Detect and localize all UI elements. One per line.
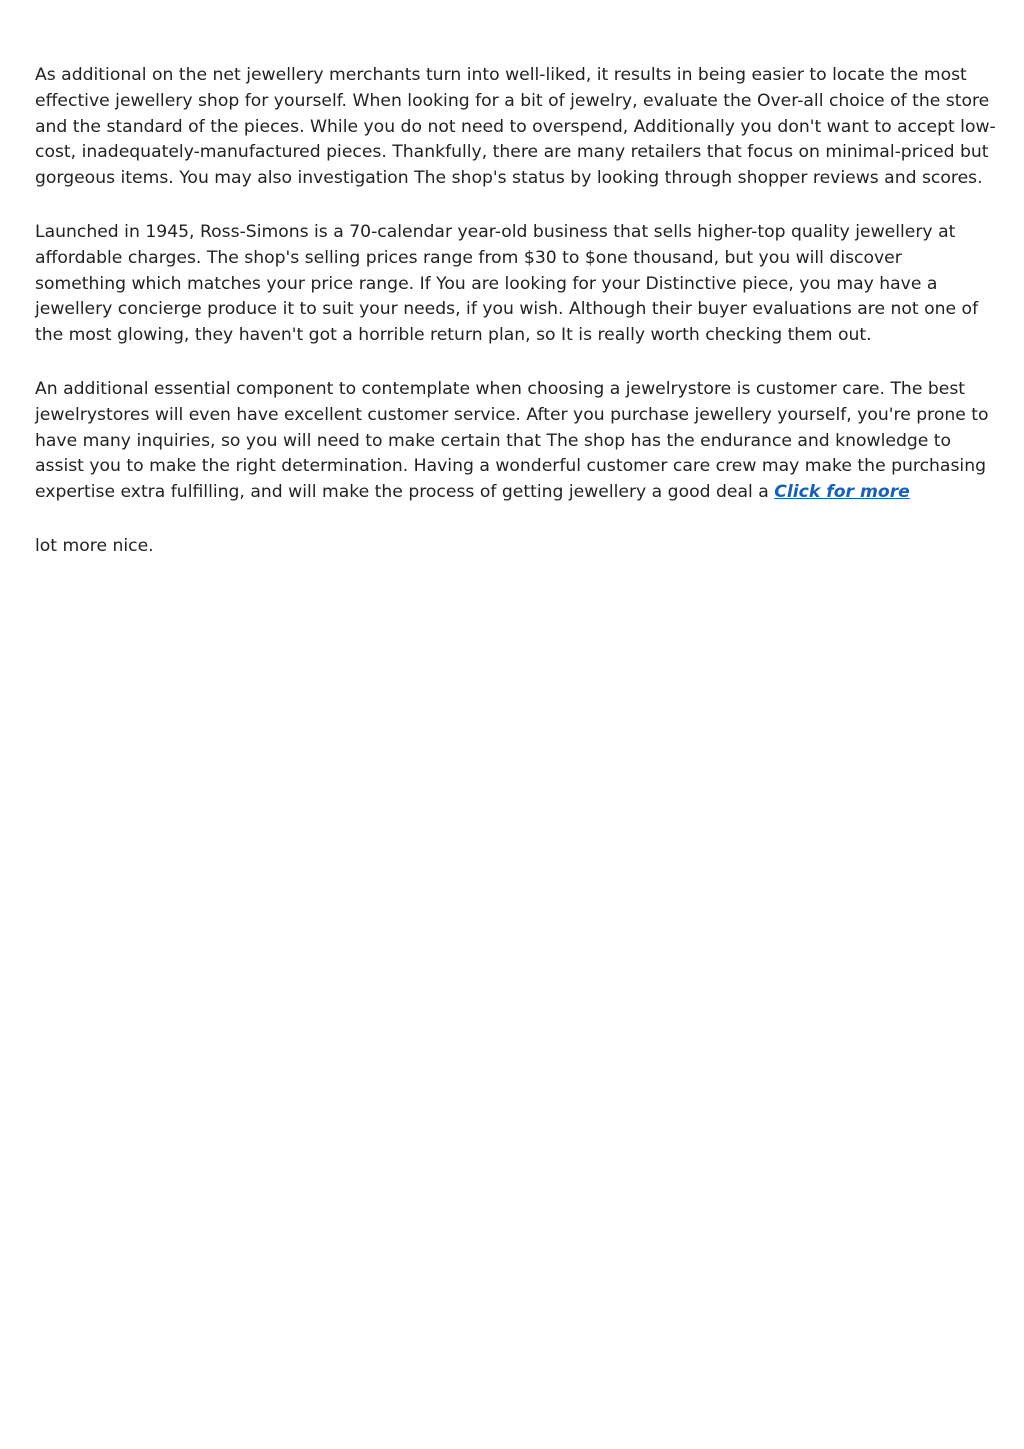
paragraph-ross-simons: Launched in 1945, Ross-Simons is a 70-calendar year-old business that sells higher-top quality jewellery at affordable charges. The shop's selling prices range from $30 to $one thousand, but you will discover something which matches your price range. If You are looking for your Distinctive piece, you may have a jewellery concierge produce it to suit your needs, if you wish. Although their buyer evaluations are not one of the most glowing, they haven't got a horrible return plan, so It is really worth checking them out. [35, 221, 979, 346]
paragraph-customer-care [35, 377, 997, 506]
click-for-more-link[interactable]: Click for more [774, 482, 910, 503]
document-body [35, 63, 997, 588]
paragraph-customer-care-text: An additional essential component to contemplate when choosing a jewelrystore is customer care. The best jewelrystores will even have excellent customer service. After you purchase jewellery yourself, you're prone to have many inquiries, so you will need to make certain that The shop has the endurance and knowledge to assist you to make the right determination. Having a wonderful customer care crew may make the purchasing expertise extra fulfilling, and will make the process of getting jewellery a good deal a [35, 378, 989, 503]
paragraph-closing: lot more nice. [35, 535, 154, 556]
paragraph-intro: As additional on the net jewellery merchants turn into well-liked, it results in being easier to locate the most effective jewellery shop for yourself. When looking for a bit of jewelry, evaluate the Over-all choice of the store and the standard of the pieces. While you do not need to overspend, Additionally you don't want to accept low-cost, inadequately-manufactured pieces. Thankfully, there are many retailers that focus on minimal-priced but gorgeous items. You may also investigation The shop's status by looking through shopper reviews and scores. [35, 65, 996, 189]
